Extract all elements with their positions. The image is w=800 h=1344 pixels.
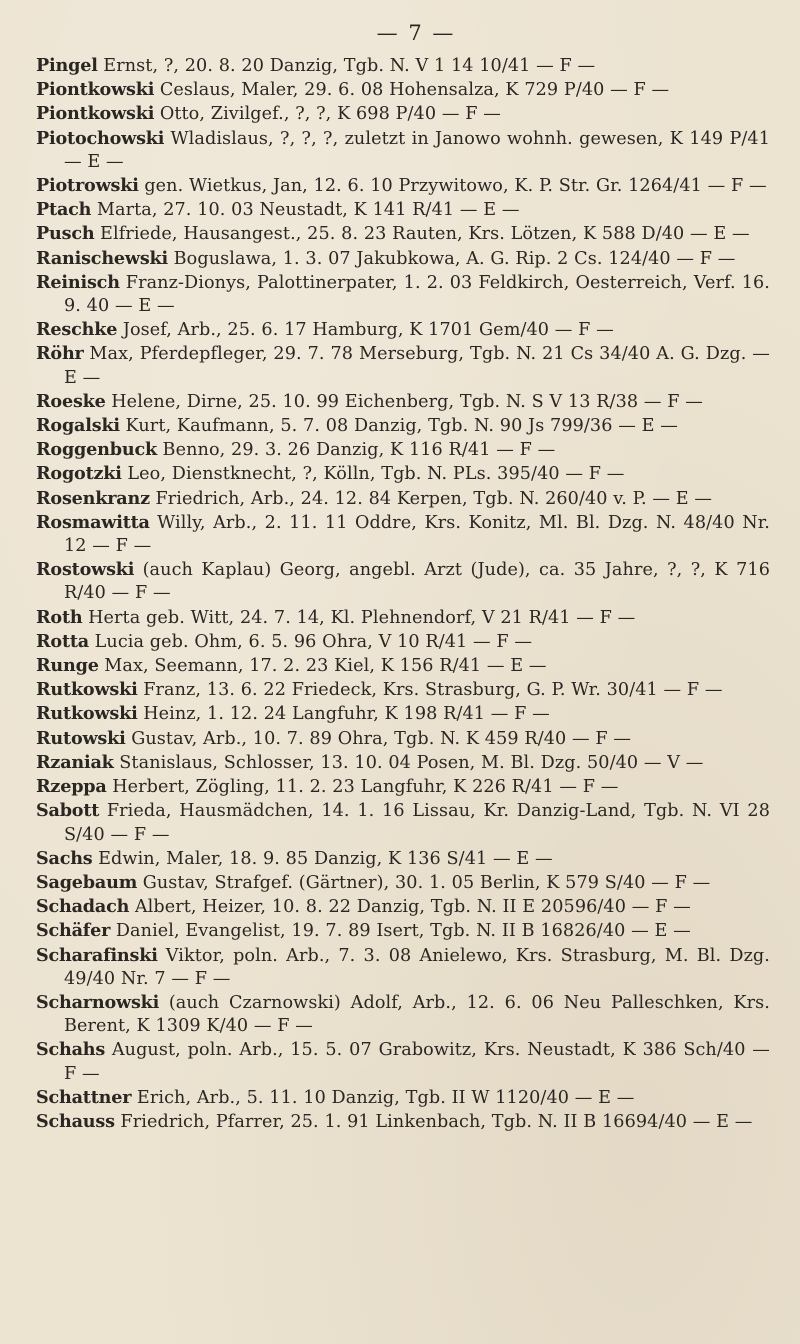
list-item [36,78,770,102]
entry-surname: Rotta [36,630,90,652]
page-number: — 7 — [376,21,456,45]
entry-surname: Rostowski [36,559,135,581]
entry-details: Gustav, Arb., 10. 7. 89 Ohra, Tgb. N. K 459 R/40 — F — [131,728,632,749]
entry-surname: Piotochowski [36,127,165,149]
list-item [36,390,770,414]
list-item [36,102,770,126]
entry-details: Wladislaus, ?, ?, ?, zuletzt in Janowo wohnh. gewesen, K 149 P/41 — E — [64,128,771,172]
entry-details: Viktor, poln. Arb., 7. 3. 08 Anielewo, Krs. Strasburg, M. Bl. Dzg. 49/40 Nr. 7 — F — [64,945,770,989]
entry-details: gen. Wietkus, Jan, 12. 6. 10 Przywitowo, K. P. Str. Gr. 1264/41 — F — [144,176,767,197]
list-item [36,895,770,919]
entry-surname: Rutkowski [36,703,138,725]
list-item [36,198,770,222]
list-item [36,438,770,462]
entry-details: Frieda, Hausmädchen, 14. 1. 16 Lissau, Kr. Danzig-Land, Tgb. N. VI 28 S/40 — F — [64,801,771,845]
list-item [36,606,770,630]
entry-details: Herbert, Zögling, 11. 2. 23 Langfuhr, K 226 R/41 — F — [112,777,619,798]
list-item [36,919,770,943]
entry-surname: Roggenbuck [36,439,157,461]
list-item [36,751,770,775]
list-item [36,727,770,751]
entry-list [36,54,770,1134]
entry-surname: Runge [36,655,99,677]
list-item [36,775,770,799]
list-item [36,871,770,895]
list-item [36,630,770,654]
entry-surname: Scharnowski [36,991,160,1013]
entry-surname: Roth [36,606,83,628]
entry-surname: Roeske [36,390,106,412]
entry-details: Marta, 27. 10. 03 Neustadt, K 141 R/41 — E — [96,200,520,221]
entry-surname: Scharafinski [36,944,158,966]
entry-surname: Piontkowski [36,79,155,101]
entry-surname: Schahs [36,1039,106,1061]
entry-surname: Röhr [36,343,84,365]
entry-details: (auch Kaplau) Georg, angebl. Arzt (Jude), ca. 35 Jahre, ?, ?, K 716 R/40 — F — [64,560,770,604]
entry-details: Leo, Dienstknecht, ?, Kölln, Tgb. N. PLs. 395/40 — F — [127,464,625,485]
entry-surname: Rosmawitta [36,511,150,533]
entry-details: Heinz, 1. 12. 24 Langfuhr, K 198 R/41 — F — [143,704,550,725]
entry-details: Ernst, ?, 20. 8. 20 Danzig, Tgb. N. V 1 14 10/41 — F — [103,56,596,76]
list-item [36,414,770,438]
entry-details: Franz-Dionys, Palottinerpater, 1. 2. 03 Feldkirch, Oesterreich, Verf. 16. 9. 40 — E — [64,272,770,317]
list-item [36,654,770,678]
list-item [36,462,770,486]
entry-surname: Schattner [36,1086,132,1108]
list-item [36,487,770,511]
entry-surname: Ptach [36,199,92,221]
entry-details: Elfriede, Hausangest., 25. 8. 23 Rauten, Krs. Lötzen, K 588 D/40 — E — [100,224,750,245]
entry-details: Friedrich, Pfarrer, 25. 1. 91 Linkenbach, Tgb. N. II B 16694/40 — E — [120,1111,753,1132]
entry-details: Josef, Arb., 25. 6. 17 Hamburg, K 1701 Gem/40 — F — [122,320,614,341]
entry-surname: Schadach [36,896,130,918]
entry-surname: Reinisch [36,271,120,293]
list-item [36,1110,770,1134]
entry-details: Boguslawa, 1. 3. 07 Jakubkowa, A. G. Rip. 2 Cs. 124/40 — F — [173,248,736,269]
entry-surname: Reschke [36,319,118,341]
entry-surname: Rogotzki [36,463,122,485]
entry-surname: Rosenkranz [36,487,150,509]
entry-surname: Sabott [36,800,100,822]
entry-surname: Piontkowski [36,103,155,125]
entry-surname: Piotrowski [36,175,139,197]
list-item [36,342,770,389]
list-item [36,318,770,342]
entry-details: Erich, Arb., 5. 11. 10 Danzig, Tgb. II W 1120/40 — E — [136,1087,635,1108]
entry-surname: Rzeppa [36,776,107,798]
list-item [36,174,770,198]
entry-surname: Rzaniak [36,751,114,773]
entry-surname: Schauss [36,1110,115,1132]
list-item [36,511,770,558]
entry-surname: Pingel [36,55,98,76]
entry-surname: Rogalski [36,415,120,437]
list-item [36,1086,770,1110]
entry-details: Ceslaus, Maler, 29. 6. 08 Hohensalza, K 729 P/40 — F — [159,80,670,101]
entry-surname: Sachs [36,847,93,869]
entry-details: Max, Seemann, 17. 2. 23 Kiel, K 156 R/41 — E — [104,656,547,677]
entry-details: Friedrich, Arb., 24. 12. 84 Kerpen, Tgb. N. 260/40 v. P. — E — [155,488,713,509]
entry-surname: Schäfer [36,920,111,942]
entry-surname: Sagebaum [36,871,138,893]
list-item [36,247,770,271]
entry-details: Max, Pferdepfleger, 29. 7. 78 Merseburg, Tgb. N. 21 Cs 34/40 A. G. Dzg. — E — [64,344,770,388]
entry-details: Gustav, Strafgef. (Gärtner), 30. 1. 05 Berlin, K 579 S/40 — F — [142,872,711,893]
entry-details: Edwin, Maler, 18. 9. 85 Danzig, K 136 S/41 — E — [98,848,553,869]
entry-details: Herta geb. Witt, 24. 7. 14, Kl. Plehnendorf, V 21 R/41 — F — [88,607,636,628]
entry-details: Stanislaus, Schlosser, 13. 10. 04 Posen, M. Bl. Dzg. 50/40 — V — [119,752,704,773]
entry-details: Daniel, Evangelist, 19. 7. 89 Isert, Tgb. N. II B 16826/40 — E — [115,921,691,942]
entry-details: Kurt, Kaufmann, 5. 7. 08 Danzig, Tgb. N. 90 Js 799/36 — E — [125,416,678,437]
list-item [36,678,770,702]
entry-details: Albert, Heizer, 10. 8. 22 Danzig, Tgb. N. II E 20596/40 — F — [134,897,691,918]
list-item [36,944,770,991]
entry-surname: Rutkowski [36,679,138,701]
entry-details: Willy, Arb., 2. 11. 11 Oddre, Krs. Konitz, Ml. Bl. Dzg. N. 48/40 Nr. 12 — F — [64,512,771,557]
entry-surname: Ranischewski [36,247,169,269]
list-item [36,54,770,78]
list-item [36,558,770,605]
list-item [36,991,770,1038]
entry-details: Franz, 13. 6. 22 Friedeck, Krs. Strasburg, G. P. Wr. 30/41 — F — [143,680,723,701]
entry-surname: Rutowski [36,727,126,749]
entry-details: (auch Czarnowski) Adolf, Arb., 12. 6. 06 Neu Palleschken, Krs. Berent, K 1309 K/40 — F — [64,992,771,1037]
list-item [36,702,770,726]
entry-details: Helene, Dirne, 25. 10. 99 Eichenberg, Tgb. N. S V 13 R/38 — F — [111,391,703,412]
list-item [36,222,770,246]
entry-details: August, poln. Arb., 15. 5. 07 Grabowitz, Krs. Neustadt, K 386 Sch/40 — F — [64,1040,770,1084]
entry-details: Lucia geb. Ohm, 6. 5. 96 Ohra, V 10 R/41 — F — [94,631,533,652]
entry-surname: Pusch [36,223,95,245]
entry-details: Otto, Zivilgef., ?, ?, K 698 P/40 — F — [159,104,501,125]
list-item [36,1038,770,1085]
entry-details: Benno, 29. 3. 26 Danzig, K 116 R/41 — F — [162,440,556,461]
list-item [36,847,770,871]
list-item [36,799,770,846]
list-item [36,271,770,318]
list-item [36,127,770,174]
